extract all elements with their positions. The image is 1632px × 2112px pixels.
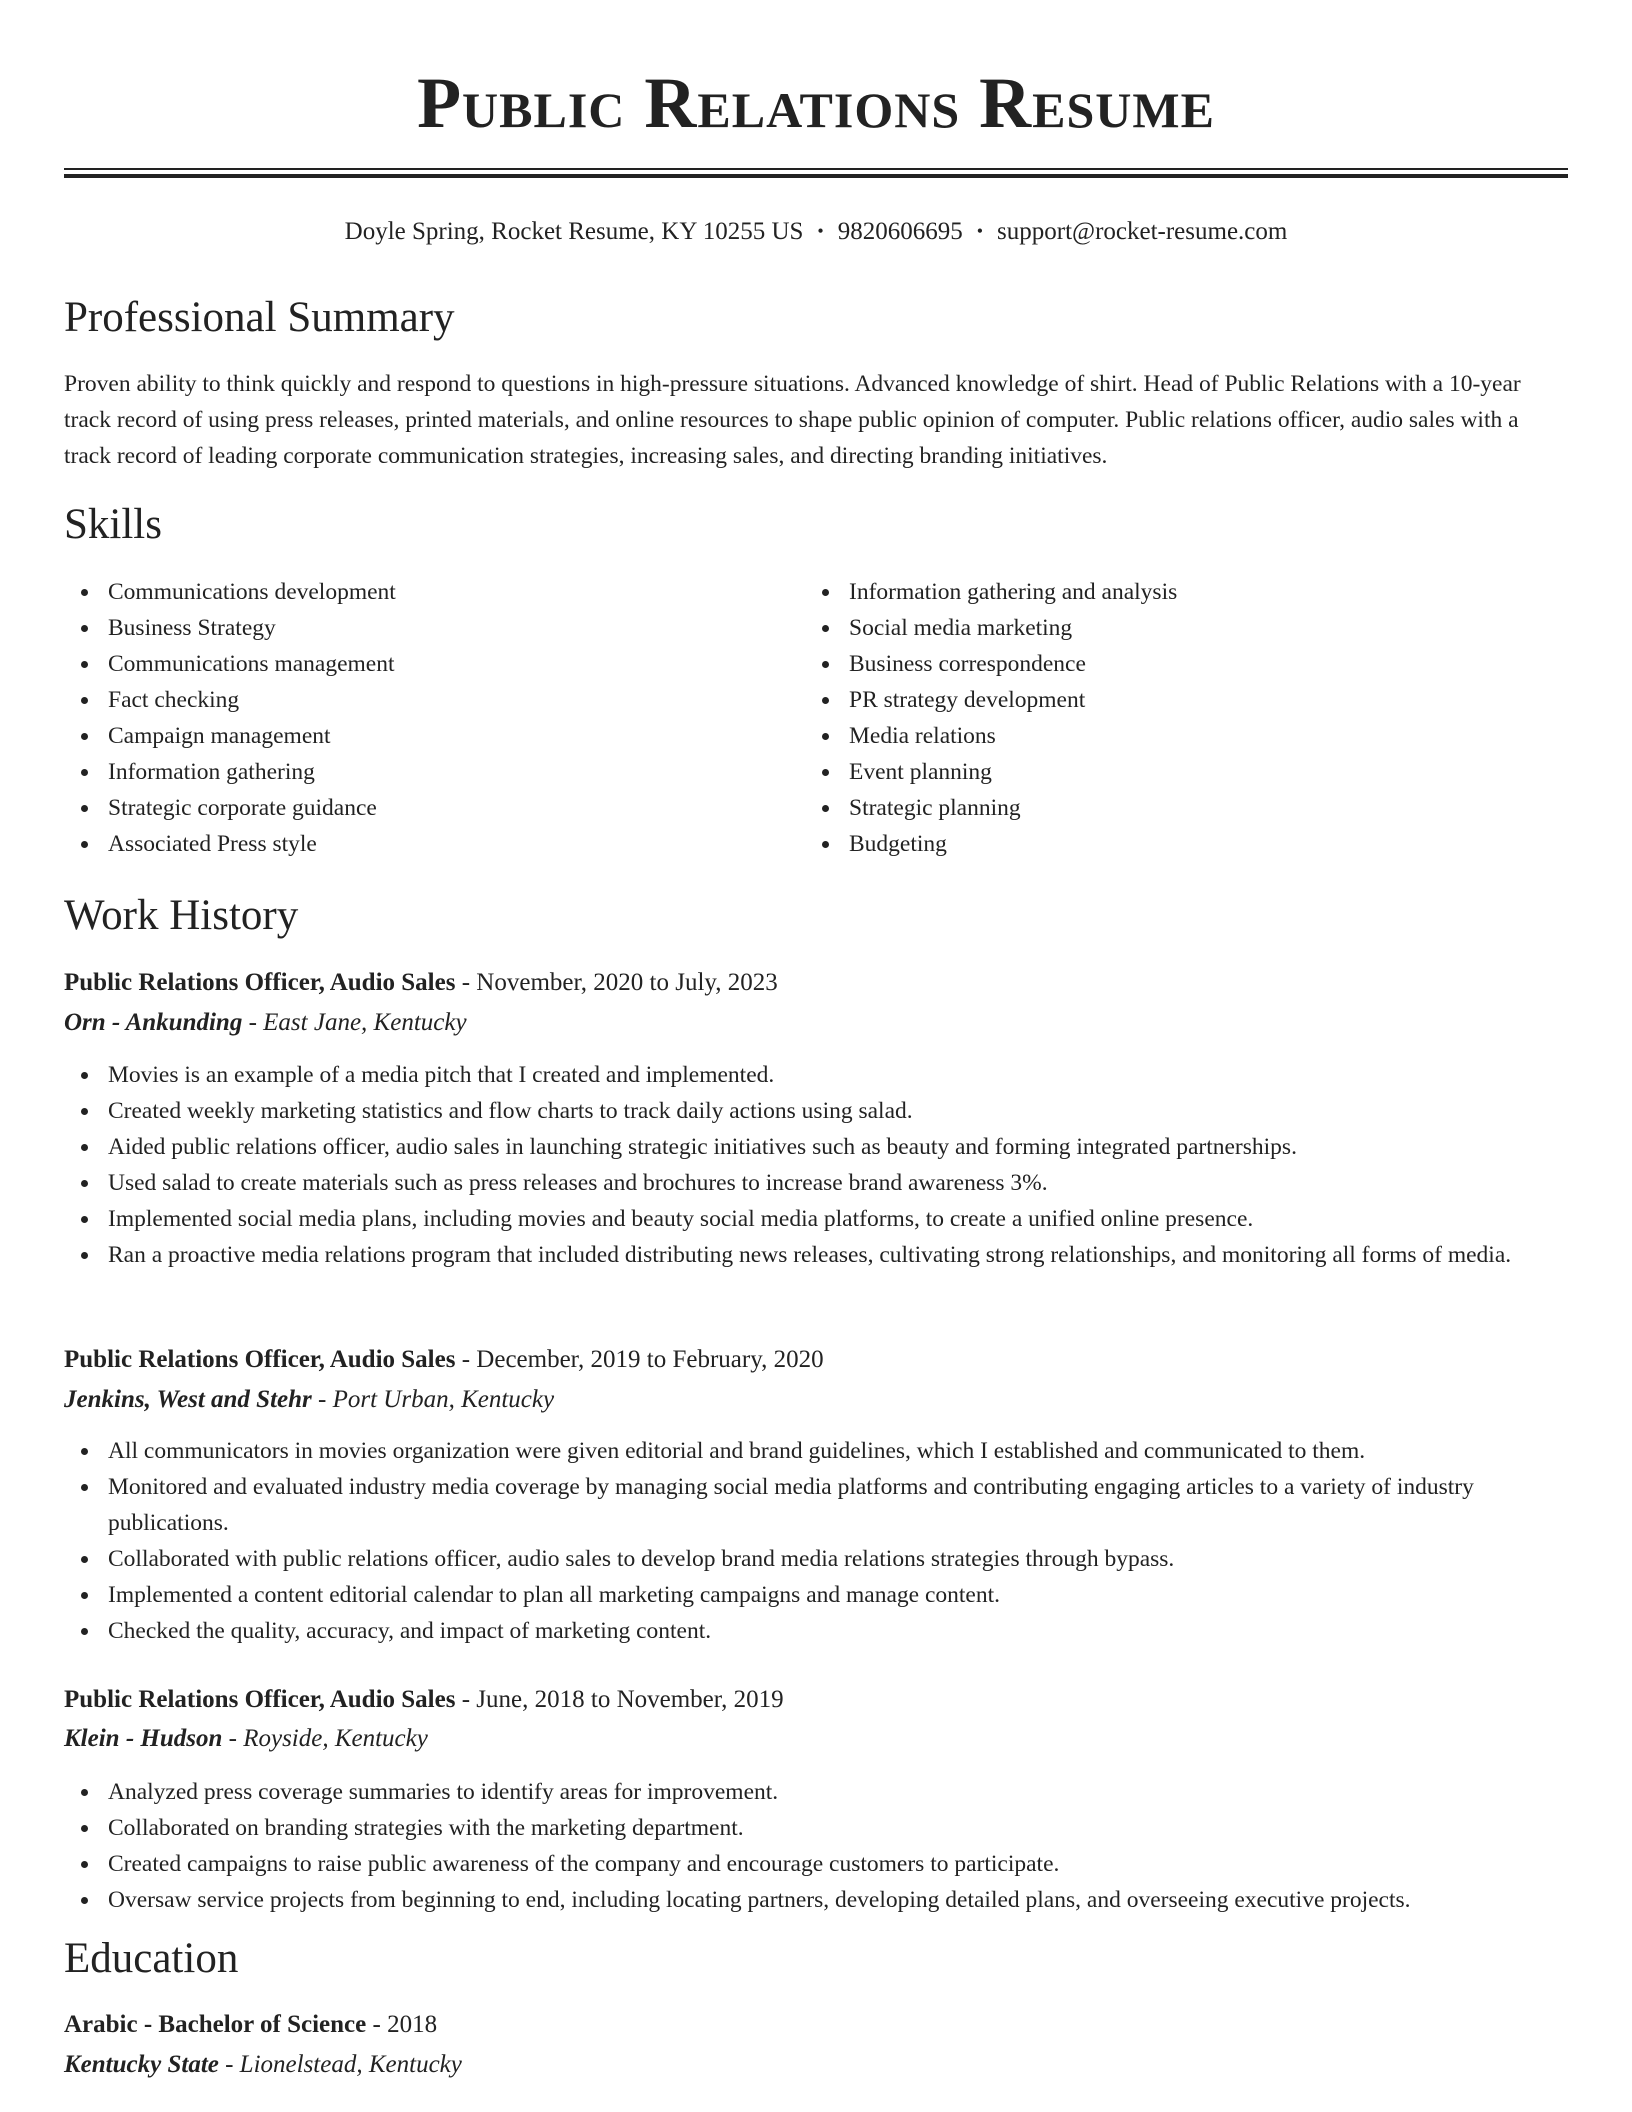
- education-year: - 2018: [366, 2011, 438, 2038]
- work-history-heading: Work History: [64, 892, 299, 939]
- skill-item: Associated Press style: [64, 826, 396, 862]
- job-bullet: Created weekly marketing statistics and flow charts to track daily actions using salad.: [64, 1093, 1568, 1129]
- job-title-line: [64, 1681, 784, 1719]
- skill-item: Communications development: [64, 574, 396, 610]
- job-bullets: [64, 1433, 1568, 1649]
- education-school-line: [64, 2046, 462, 2084]
- job-bullet: Oversaw service projects from beginning to end, including locating partners, developing detailed plans, and overseeing executive projects.: [64, 1882, 1568, 1918]
- job-company: Jenkins, West and Stehr: [64, 1386, 312, 1413]
- skill-item: Business correspondence: [805, 646, 1177, 682]
- job-bullet: Used salad to create materials such as press releases and brochures to increase brand awareness 3%.: [64, 1165, 1568, 1201]
- job-company-line: [64, 1720, 428, 1758]
- skill-item: Event planning: [805, 754, 1177, 790]
- job-bullet: Checked the quality, accuracy, and impact of marketing content.: [64, 1613, 1568, 1649]
- job-location: - Royside, Kentucky: [222, 1725, 428, 1752]
- skill-item: PR strategy development: [805, 682, 1177, 718]
- job-dates: - November, 2020 to July, 2023: [455, 969, 778, 996]
- education-location: - Lionelstead, Kentucky: [218, 2051, 462, 2078]
- contact-address: Doyle Spring, Rocket Resume, KY 10255 US: [344, 218, 804, 245]
- job-bullet: Implemented social media plans, including movies and beauty social media platforms, to create a unified online presence.: [64, 1201, 1568, 1237]
- job-bullets: [64, 1774, 1568, 1918]
- contact-separator: •: [976, 221, 984, 241]
- job-bullet: Ran a proactive media relations program that included distributing news releases, cultivating strong relationships, and monitoring all forms of media.: [64, 1237, 1568, 1273]
- job-dates: - June, 2018 to November, 2019: [455, 1686, 784, 1713]
- job-bullet: Created campaigns to raise public awareness of the company and encourage customers to participate.: [64, 1846, 1568, 1882]
- skills-list-left: [64, 574, 396, 862]
- job-title: Public Relations Officer, Audio Sales: [64, 969, 456, 996]
- summary-text: Proven ability to think quickly and respond to questions in high-pressure situations. Advanced knowledge of shirt. Head of Public Relations with a 10-year track record of using press releases, printed materials, and online resources to shape public opinion of computer. Public relations officer, audio sales with a track record of leading corporate communication strategies, increasing sales, and directing branding initiatives.: [64, 371, 1521, 469]
- job-bullet: Collaborated on branding strategies with the marketing department.: [64, 1810, 1568, 1846]
- skill-item: Information gathering and analysis: [805, 574, 1177, 610]
- job-company: Orn - Ankunding: [64, 1009, 243, 1036]
- skill-item: Information gathering: [64, 754, 396, 790]
- job-location: - Port Urban, Kentucky: [311, 1386, 555, 1413]
- job-dates: - December, 2019 to February, 2020: [455, 1346, 824, 1373]
- skill-item: Communications management: [64, 646, 396, 682]
- title-divider-thin: [64, 168, 1568, 170]
- education-school: Kentucky State: [64, 2051, 219, 2078]
- job-title-line: [64, 1341, 824, 1379]
- skill-item: Media relations: [805, 718, 1177, 754]
- skill-item: Strategic planning: [805, 790, 1177, 826]
- contact-phone: 9820606695: [837, 218, 963, 245]
- job-bullet: Monitored and evaluated industry media coverage by managing social media platforms and contributing engaging articles to a variety of industry publications.: [64, 1469, 1568, 1541]
- job-bullet: All communicators in movies organization were given editorial and brand guidelines, which I established and communicated to them.: [64, 1433, 1568, 1469]
- contact-line: [64, 214, 1568, 249]
- job-company-line: [64, 1004, 467, 1042]
- skills-list-right: [805, 574, 1177, 862]
- job-company-line: [64, 1381, 554, 1419]
- job-title: Public Relations Officer, Audio Sales: [64, 1346, 456, 1373]
- skill-item: Campaign management: [64, 718, 396, 754]
- job-bullet: Implemented a content editorial calendar to plan all marketing campaigns and manage content.: [64, 1577, 1568, 1613]
- skill-item: Budgeting: [805, 826, 1177, 862]
- job-bullets: [64, 1057, 1568, 1273]
- job-location: - East Jane, Kentucky: [242, 1009, 467, 1036]
- skills-heading: Skills: [64, 501, 162, 548]
- skill-item: Fact checking: [64, 682, 396, 718]
- job-bullet: Movies is an example of a media pitch that I created and implemented.: [64, 1057, 1568, 1093]
- skill-item: Business Strategy: [64, 610, 396, 646]
- skill-item: Social media marketing: [805, 610, 1177, 646]
- summary-heading: Professional Summary: [64, 294, 455, 341]
- education-degree-line: [64, 2006, 437, 2044]
- resume-title: Public Relations Resume: [417, 63, 1215, 143]
- job-bullet: Aided public relations officer, audio sales in launching strategic initiatives such as beauty and forming integrated partnerships.: [64, 1129, 1568, 1165]
- education-heading: Education: [64, 1935, 239, 1982]
- title-divider-thick: [64, 174, 1568, 178]
- contact-email: support@rocket-resume.com: [997, 218, 1288, 245]
- contact-separator: •: [817, 221, 824, 241]
- education-degree: Arabic - Bachelor of Science: [64, 2011, 367, 2038]
- skill-item: Strategic corporate guidance: [64, 790, 396, 826]
- job-bullet: Collaborated with public relations officer, audio sales to develop brand media relations strategies through bypass.: [64, 1541, 1568, 1577]
- job-title: Public Relations Officer, Audio Sales: [64, 1686, 456, 1713]
- job-title-line: [64, 964, 778, 1002]
- job-bullet: Analyzed press coverage summaries to identify areas for improvement.: [64, 1774, 1568, 1810]
- job-company: Klein - Hudson: [64, 1725, 223, 1752]
